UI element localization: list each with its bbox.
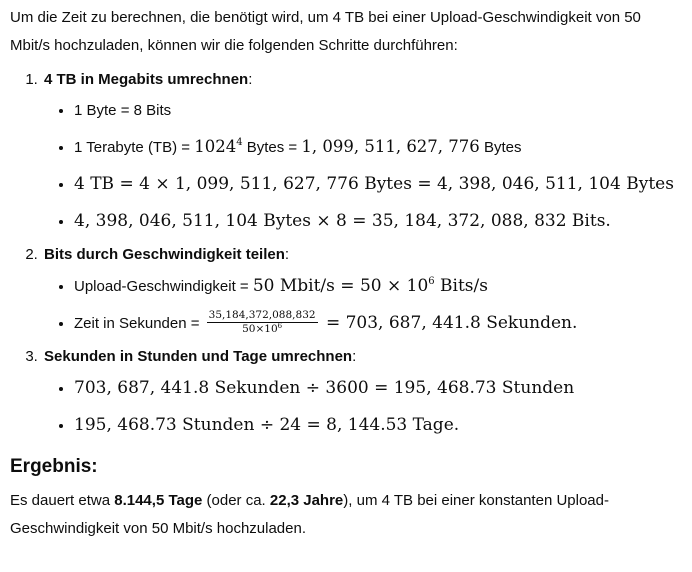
step-3: 3. Sekunden in Stunden und Tage umrechnen: • 703, 687, 441.8 Sekunden ÷ 3600 = 195, 468.73 Stunden • 195, 468.73 Stunden ÷ 24 = 8, 144.53 Tage. [42, 343, 682, 439]
step-2-title: Bits durch Geschwindigkeit teilen [44, 246, 285, 263]
list-item: • Upload-Geschwindigkeit = 50 Mbit/s = $50 \times 10^6$ Bits/s [74, 273, 682, 300]
step-3-bullets [44, 375, 682, 439]
list-item: • 195, 468.73 Stunden ÷ 24 = 8, 144.53 Tage. [74, 412, 682, 439]
step-1: 1. 4 TB in Megabits umrechnen: • 1 Byte = 8 Bits • 1 Terabyte $(TB) = 1024^4$ Bytes = 1, 099, 511, 627, 776 Bytes • 4 TB = 4 × 1, 099, 511, 627, 776 Bytes = 4, 398, 046, 511, 104 Bytes • 4, 398, 046, 511, 104 Bytes × 8 = 35, 184, 372, 088, 832 Bits. [42, 66, 682, 235]
fraction: $\frac{35,184,372,088,832}{50\times 10^6}$ [208, 308, 316, 335]
step-2-bullets [44, 273, 682, 337]
step-3-title: Sekunden in Stunden und Tage umrechnen [44, 348, 353, 365]
list-item: • 1 Terabyte $(TB) = 1024^4$ Bytes = 1, 099, 511, 627, 776 Bytes [74, 134, 682, 161]
list-item: • 703, 687, 441.8 Sekunden ÷ 3600 = 195, 468.73 Stunden [74, 375, 682, 402]
step-1-bullets [44, 98, 682, 235]
list-item: • Zeit in Sekunden = $\frac{35,184,372,088,832}{50\times 10^6}$ = 703, 687, 441.8 Sekunden. [74, 310, 682, 337]
step-1-title: 4 TB in Megabits umrechnen [44, 71, 249, 88]
result-paragraph: Es dauert etwa 8.144,5 Tage (oder ca. 22,3 Jahre), um 4 TB bei einer konstanten Upload-Geschwindigkeit von 50 Mbit/s hochzuladen. [10, 492, 609, 537]
intro-paragraph: Um die Zeit zu berechnen, die benötigt wird, um 4 TB bei einer Upload-Geschwindigkeit von 50 Mbit/s hochzuladen, können wir die folgenden Schritte durchführen: [10, 9, 641, 54]
list-item: • 4, 398, 046, 511, 104 Bytes × 8 = 35, 184, 372, 088, 832 Bits. [74, 208, 682, 235]
step-2: 2. Bits durch Geschwindigkeit teilen: • Upload-Geschwindigkeit = 50 Mbit/s = $50 \times 10^6$ Bits/s • Zeit in Sekunden = $\frac{35,184,372,088,832}{50\times 10^6}$ = 703, 687, 441.8 Sekunden. [42, 241, 682, 337]
list-item: • 4 TB = 4 × 1, 099, 511, 627, 776 Bytes = 4, 398, 046, 511, 104 Bytes [74, 171, 682, 198]
list-item: • 1 Byte = 8 Bits [74, 98, 682, 124]
result-heading: Ergebnis: [10, 456, 98, 477]
steps-list [10, 66, 682, 439]
